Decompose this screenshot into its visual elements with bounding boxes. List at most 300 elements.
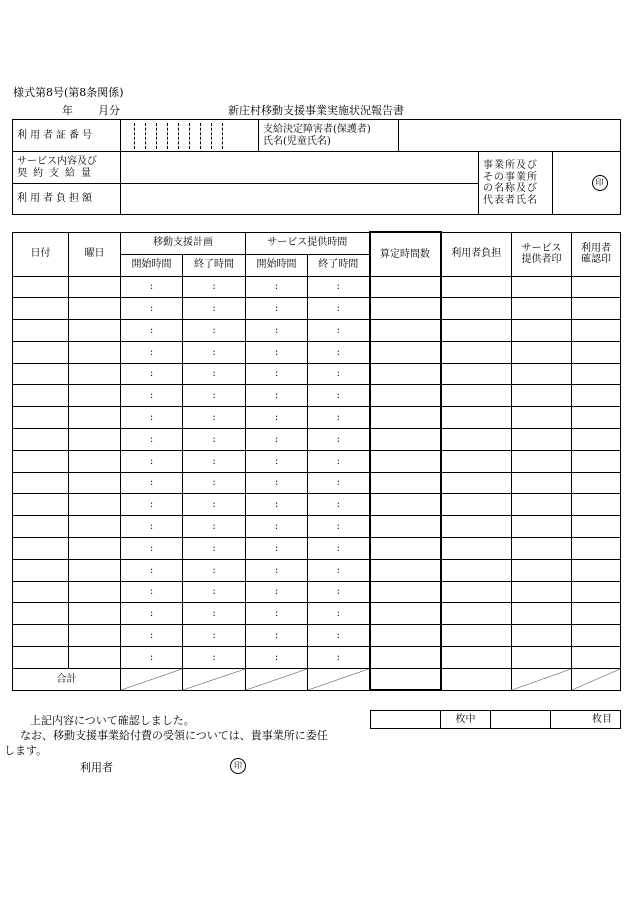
seal-mark-icon: 印 (592, 175, 608, 191)
user-seal-cell[interactable] (572, 298, 621, 320)
time-separator: : (274, 455, 279, 467)
provider-seal-header (512, 232, 572, 276)
actual-start-cell[interactable] (246, 603, 308, 625)
total-actual-end-slash (308, 668, 370, 690)
user-seal-cell[interactable] (572, 647, 621, 669)
time-separator: : (149, 542, 154, 554)
provider-seal-cell[interactable] (512, 581, 572, 603)
calc-hours-cell[interactable] (370, 276, 441, 298)
date-cell[interactable] (13, 276, 69, 298)
weekday-cell[interactable] (69, 385, 121, 407)
actual-start-cell[interactable] (246, 298, 308, 320)
burden-cell[interactable] (441, 603, 512, 625)
time-separator: : (149, 499, 154, 511)
table-row (13, 385, 621, 407)
plan-start-cell[interactable] (121, 385, 183, 407)
plan-start-cell[interactable] (121, 341, 183, 363)
time-separator: : (336, 281, 340, 293)
burden-cell[interactable] (441, 298, 512, 320)
actual-end-cell[interactable] (308, 429, 370, 451)
plan-end-cell[interactable] (183, 276, 246, 298)
plan-end-cell[interactable] (183, 450, 246, 472)
service-label-line-1: サービス内容及び (17, 156, 97, 167)
user-seal-cell[interactable] (572, 320, 621, 342)
time-separator: : (336, 477, 340, 489)
actual-start-header: 開始時間 (246, 254, 308, 276)
actual-header: サービス提供時間 (246, 232, 370, 254)
date-cell[interactable] (13, 603, 69, 625)
weekday-cell[interactable] (69, 407, 121, 429)
calc-hours-cell[interactable] (370, 407, 441, 429)
actual-start-cell[interactable] (246, 647, 308, 669)
provider-seal-cell[interactable] (512, 385, 572, 407)
date-cell[interactable] (13, 450, 69, 472)
actual-start-cell[interactable] (246, 625, 308, 647)
actual-start-cell[interactable] (246, 472, 308, 494)
recipient-label-line-2: 氏名(児童氏名) (263, 135, 331, 147)
time-separator: : (212, 499, 216, 511)
plan-header: 移動支援計画 (121, 232, 246, 254)
time-separator: : (149, 564, 154, 576)
plan-end-cell[interactable] (183, 320, 246, 342)
total-user-seal-slash (572, 668, 621, 690)
actual-start-cell[interactable] (246, 559, 308, 581)
actual-start-cell[interactable] (246, 581, 308, 603)
table-row (13, 647, 621, 669)
table-row (13, 494, 621, 516)
sheet-total-field[interactable] (371, 711, 441, 729)
provider-seal-cell[interactable] (512, 276, 572, 298)
date-cell[interactable] (13, 472, 69, 494)
time-separator: : (149, 411, 154, 423)
sheet-number-label: 枚目 (551, 711, 621, 729)
actual-end-cell[interactable] (308, 647, 370, 669)
time-separator: : (149, 390, 154, 402)
calc-hours-cell[interactable] (370, 516, 441, 538)
weekday-cell[interactable] (69, 450, 121, 472)
provider-seal-cell[interactable] (512, 341, 572, 363)
table-row (13, 450, 621, 472)
plan-end-cell[interactable] (183, 385, 246, 407)
actual-end-cell[interactable] (308, 494, 370, 516)
weekday-cell[interactable] (69, 603, 121, 625)
total-provider-seal-slash (512, 668, 572, 690)
service-label-line-2: 契約支給量 (17, 167, 97, 179)
user-seal-header-line-1: 利用者 (581, 242, 611, 254)
burden-label: 利用者負担額 (13, 184, 121, 215)
weekday-cell[interactable] (69, 320, 121, 342)
actual-end-cell[interactable] (308, 625, 370, 647)
plan-end-cell[interactable] (183, 603, 246, 625)
burden-cell[interactable] (441, 472, 512, 494)
plan-start-cell[interactable] (121, 538, 183, 560)
actual-start-cell[interactable] (246, 341, 308, 363)
recipient-label-line-1: 支給決定障害者(保護者) (263, 124, 371, 135)
user-seal-header-line-2: 確認印 (581, 254, 611, 265)
actual-end-cell[interactable] (308, 538, 370, 560)
office-label-line-4: 代表者氏名 (483, 194, 538, 206)
plan-start-cell[interactable] (121, 581, 183, 603)
user-seal-cell[interactable] (572, 581, 621, 603)
plan-start-cell[interactable] (121, 472, 183, 494)
time-separator: : (274, 346, 279, 358)
user-seal-cell[interactable] (572, 341, 621, 363)
user-seal-cell[interactable] (572, 494, 621, 516)
provider-seal-cell[interactable] (512, 363, 572, 385)
calc-hours-cell[interactable] (370, 320, 441, 342)
plan-end-cell[interactable] (183, 407, 246, 429)
plan-end-cell[interactable] (183, 494, 246, 516)
calc-hours-cell[interactable] (370, 625, 441, 647)
calc-hours-cell[interactable] (370, 429, 441, 451)
provider-seal-cell[interactable] (512, 647, 572, 669)
table-row (13, 538, 621, 560)
burden-amount-field[interactable] (121, 184, 479, 215)
table-row (13, 581, 621, 603)
time-separator: : (212, 302, 216, 314)
burden-cell[interactable] (441, 341, 512, 363)
plan-end-cell[interactable] (183, 341, 246, 363)
time-separator: : (336, 629, 340, 641)
actual-start-cell[interactable] (246, 363, 308, 385)
table-row (13, 472, 621, 494)
actual-end-cell[interactable] (308, 516, 370, 538)
provider-seal-cell[interactable] (512, 625, 572, 647)
time-separator: : (274, 390, 279, 402)
time-separator: : (336, 542, 340, 554)
total-plan-end-slash (183, 668, 246, 690)
actual-end-cell[interactable] (308, 363, 370, 385)
burden-cell[interactable] (441, 625, 512, 647)
total-plan-start-slash (121, 668, 183, 690)
provider-seal-cell[interactable] (512, 559, 572, 581)
time-separator: : (336, 520, 340, 532)
time-separator: : (336, 390, 340, 402)
calc-hours-cell[interactable] (370, 472, 441, 494)
weekday-cell[interactable] (69, 494, 121, 516)
actual-start-cell[interactable] (246, 276, 308, 298)
plan-start-cell[interactable] (121, 625, 183, 647)
time-separator: : (336, 564, 340, 576)
burden-cell[interactable] (441, 559, 512, 581)
date-cell[interactable] (13, 647, 69, 669)
calc-hours-cell[interactable] (370, 581, 441, 603)
user-seal-cell[interactable] (572, 385, 621, 407)
user-seal-cell[interactable] (572, 625, 621, 647)
confirm-text: 上記内容について確認しました。 (30, 714, 195, 727)
time-separator: : (149, 368, 154, 380)
document-title: 新庄村移動支援事業実施状況報告書 (228, 104, 404, 117)
date-cell[interactable] (13, 516, 69, 538)
provider-seal-cell[interactable] (512, 429, 572, 451)
time-separator: : (212, 520, 216, 532)
actual-start-cell[interactable] (246, 320, 308, 342)
burden-cell[interactable] (441, 320, 512, 342)
user-seal-cell[interactable] (572, 559, 621, 581)
time-separator: : (212, 433, 216, 445)
calc-hours-cell[interactable] (370, 647, 441, 669)
time-separator: : (149, 324, 154, 336)
weekday-cell[interactable] (69, 581, 121, 603)
table-row (13, 516, 621, 538)
actual-start-cell[interactable] (246, 494, 308, 516)
table-row (13, 320, 621, 342)
plan-end-cell[interactable] (183, 647, 246, 669)
plan-end-cell[interactable] (183, 625, 246, 647)
header-info-table (12, 119, 621, 215)
weekday-cell[interactable] (69, 516, 121, 538)
time-separator: : (149, 477, 154, 489)
plan-end-header: 終了時間 (183, 254, 246, 276)
time-separator: : (336, 586, 340, 598)
time-separator: : (274, 411, 279, 423)
user-burden-header: 利用者負担 (441, 232, 512, 276)
plan-start-cell[interactable] (121, 494, 183, 516)
date-cell[interactable] (13, 341, 69, 363)
date-cell[interactable] (13, 581, 69, 603)
plan-start-cell[interactable] (121, 429, 183, 451)
provider-seal-cell[interactable] (512, 320, 572, 342)
user-seal-cell[interactable] (572, 363, 621, 385)
provider-seal-cell[interactable] (512, 494, 572, 516)
burden-cell[interactable] (441, 385, 512, 407)
time-separator: : (336, 651, 340, 663)
provider-seal-cell[interactable] (512, 407, 572, 429)
recipient-label (259, 120, 399, 152)
time-separator: : (149, 455, 154, 467)
actual-end-header: 終了時間 (308, 254, 370, 276)
plan-end-cell[interactable] (183, 363, 246, 385)
table-row (13, 625, 621, 647)
calc-hours-cell[interactable] (370, 494, 441, 516)
date-cell[interactable] (13, 407, 69, 429)
time-separator: : (149, 346, 154, 358)
provider-seal-cell[interactable] (512, 538, 572, 560)
actual-end-cell[interactable] (308, 472, 370, 494)
user-seal-cell[interactable] (572, 450, 621, 472)
delegate-text-line-2: します。 (4, 744, 48, 757)
date-cell[interactable] (13, 320, 69, 342)
calc-hours-cell[interactable] (370, 385, 441, 407)
plan-start-cell[interactable] (121, 276, 183, 298)
burden-cell[interactable] (441, 407, 512, 429)
time-separator: : (149, 586, 154, 598)
plan-start-cell[interactable] (121, 450, 183, 472)
date-cell[interactable] (13, 385, 69, 407)
time-separator: : (149, 302, 154, 314)
table-row (13, 559, 621, 581)
sheet-of-label: 枚中 (441, 711, 491, 729)
service-content-field[interactable] (121, 152, 479, 184)
calc-hours-cell[interactable] (370, 341, 441, 363)
office-label-line-3: の名称及び (483, 183, 538, 194)
burden-cell[interactable] (441, 429, 512, 451)
provider-seal-cell[interactable] (512, 298, 572, 320)
actual-start-cell[interactable] (246, 385, 308, 407)
calc-hours-cell[interactable] (370, 450, 441, 472)
provider-seal-header-line-1: サービス (521, 242, 562, 254)
user-seal-cell[interactable] (572, 429, 621, 451)
time-separator: : (212, 411, 216, 423)
user-seal-cell[interactable] (572, 538, 621, 560)
plan-start-header: 開始時間 (121, 254, 183, 276)
actual-start-cell[interactable] (246, 538, 308, 560)
service-label (13, 152, 121, 184)
date-cell[interactable] (13, 494, 69, 516)
user-seal-cell[interactable] (572, 603, 621, 625)
time-separator: : (274, 302, 279, 314)
recipient-name-field[interactable] (399, 120, 621, 152)
burden-cell[interactable] (441, 494, 512, 516)
time-separator: : (336, 324, 340, 336)
calc-hours-cell[interactable] (370, 603, 441, 625)
time-separator: : (212, 346, 216, 358)
provider-seal-cell[interactable] (512, 603, 572, 625)
calc-hours-cell[interactable] (370, 538, 441, 560)
date-cell[interactable] (13, 625, 69, 647)
calc-hours-cell[interactable] (370, 298, 441, 320)
burden-cell[interactable] (441, 581, 512, 603)
weekday-cell[interactable] (69, 559, 121, 581)
time-separator: : (336, 608, 340, 620)
actual-start-cell[interactable] (246, 429, 308, 451)
time-separator: : (274, 542, 279, 554)
burden-cell[interactable] (441, 647, 512, 669)
user-seal-cell[interactable] (572, 472, 621, 494)
weekday-cell[interactable] (69, 363, 121, 385)
actual-end-cell[interactable] (308, 320, 370, 342)
time-separator: : (336, 499, 340, 511)
plan-end-cell[interactable] (183, 581, 246, 603)
actual-start-cell[interactable] (246, 516, 308, 538)
actual-end-cell[interactable] (308, 407, 370, 429)
user-seal-cell[interactable] (572, 407, 621, 429)
time-separator: : (336, 455, 340, 467)
time-separator: : (336, 302, 340, 314)
plan-end-cell[interactable] (183, 298, 246, 320)
burden-cell[interactable] (441, 516, 512, 538)
office-label-line-1: 事業所及び (483, 160, 538, 171)
plan-start-cell[interactable] (121, 647, 183, 669)
plan-end-cell[interactable] (183, 472, 246, 494)
date-cell[interactable] (13, 538, 69, 560)
actual-end-cell[interactable] (308, 603, 370, 625)
time-separator: : (212, 390, 216, 402)
weekday-cell[interactable] (69, 298, 121, 320)
date-cell[interactable] (13, 298, 69, 320)
time-separator: : (212, 542, 216, 554)
plan-start-cell[interactable] (121, 603, 183, 625)
time-separator: : (149, 608, 154, 620)
actual-end-cell[interactable] (308, 559, 370, 581)
plan-start-cell[interactable] (121, 298, 183, 320)
time-separator: : (212, 368, 216, 380)
time-separator: : (149, 520, 154, 532)
time-separator: : (274, 324, 279, 336)
actual-start-cell[interactable] (246, 450, 308, 472)
user-seal-mark-icon: 印 (230, 758, 246, 774)
time-separator: : (274, 651, 279, 663)
weekday-cell[interactable] (69, 472, 121, 494)
user-id-field[interactable] (121, 120, 259, 152)
actual-end-cell[interactable] (308, 298, 370, 320)
time-separator: : (212, 608, 216, 620)
sheet-number-field[interactable] (491, 711, 551, 729)
office-label-line-2: その事業所 (483, 171, 538, 183)
time-separator: : (212, 324, 216, 336)
user-signature-label: 利用者 (80, 761, 113, 774)
plan-start-cell[interactable] (121, 320, 183, 342)
total-calc-hours-cell[interactable] (370, 668, 441, 690)
provider-seal-cell[interactable] (512, 450, 572, 472)
time-separator: : (274, 629, 279, 641)
user-seal-cell[interactable] (572, 516, 621, 538)
actual-end-cell[interactable] (308, 385, 370, 407)
burden-cell[interactable] (441, 538, 512, 560)
date-cell[interactable] (13, 363, 69, 385)
total-label: 合計 (13, 668, 121, 690)
plan-start-cell[interactable] (121, 516, 183, 538)
date-cell[interactable] (13, 559, 69, 581)
time-separator: : (274, 433, 279, 445)
time-separator: : (336, 368, 340, 380)
actual-end-cell[interactable] (308, 341, 370, 363)
table-row (13, 341, 621, 363)
burden-cell[interactable] (441, 363, 512, 385)
time-separator: : (274, 520, 279, 532)
provider-seal-cell[interactable] (512, 516, 572, 538)
time-separator: : (274, 281, 279, 293)
plan-start-cell[interactable] (121, 407, 183, 429)
actual-end-cell[interactable] (308, 581, 370, 603)
total-actual-start-slash (246, 668, 308, 690)
weekday-cell[interactable] (69, 341, 121, 363)
weekday-cell[interactable] (69, 276, 121, 298)
calc-hours-cell[interactable] (370, 363, 441, 385)
plan-end-cell[interactable] (183, 429, 246, 451)
plan-end-cell[interactable] (183, 516, 246, 538)
time-separator: : (212, 651, 216, 663)
actual-end-cell[interactable] (308, 276, 370, 298)
plan-start-cell[interactable] (121, 363, 183, 385)
actual-start-cell[interactable] (246, 407, 308, 429)
weekday-cell[interactable] (69, 538, 121, 560)
table-row (13, 603, 621, 625)
provider-seal-cell[interactable] (512, 472, 572, 494)
time-separator: : (149, 629, 154, 641)
plan-end-cell[interactable] (183, 559, 246, 581)
time-separator: : (212, 477, 216, 489)
calc-hours-cell[interactable] (370, 559, 441, 581)
burden-cell[interactable] (441, 450, 512, 472)
date-header: 日付 (13, 232, 69, 276)
user-id-label: 利用者証番号 (13, 120, 121, 152)
weekday-cell[interactable] (69, 647, 121, 669)
total-burden-cell[interactable] (441, 668, 512, 690)
plan-start-cell[interactable] (121, 559, 183, 581)
actual-end-cell[interactable] (308, 450, 370, 472)
burden-cell[interactable] (441, 276, 512, 298)
weekday-cell[interactable] (69, 625, 121, 647)
month-label: 月分 (98, 104, 120, 117)
plan-end-cell[interactable] (183, 538, 246, 560)
user-seal-cell[interactable] (572, 276, 621, 298)
weekday-cell[interactable] (69, 429, 121, 451)
sheet-number-box (370, 710, 621, 729)
office-name-field[interactable] (553, 152, 621, 215)
date-cell[interactable] (13, 429, 69, 451)
provider-seal-header-line-2: 提供者印 (521, 254, 562, 265)
